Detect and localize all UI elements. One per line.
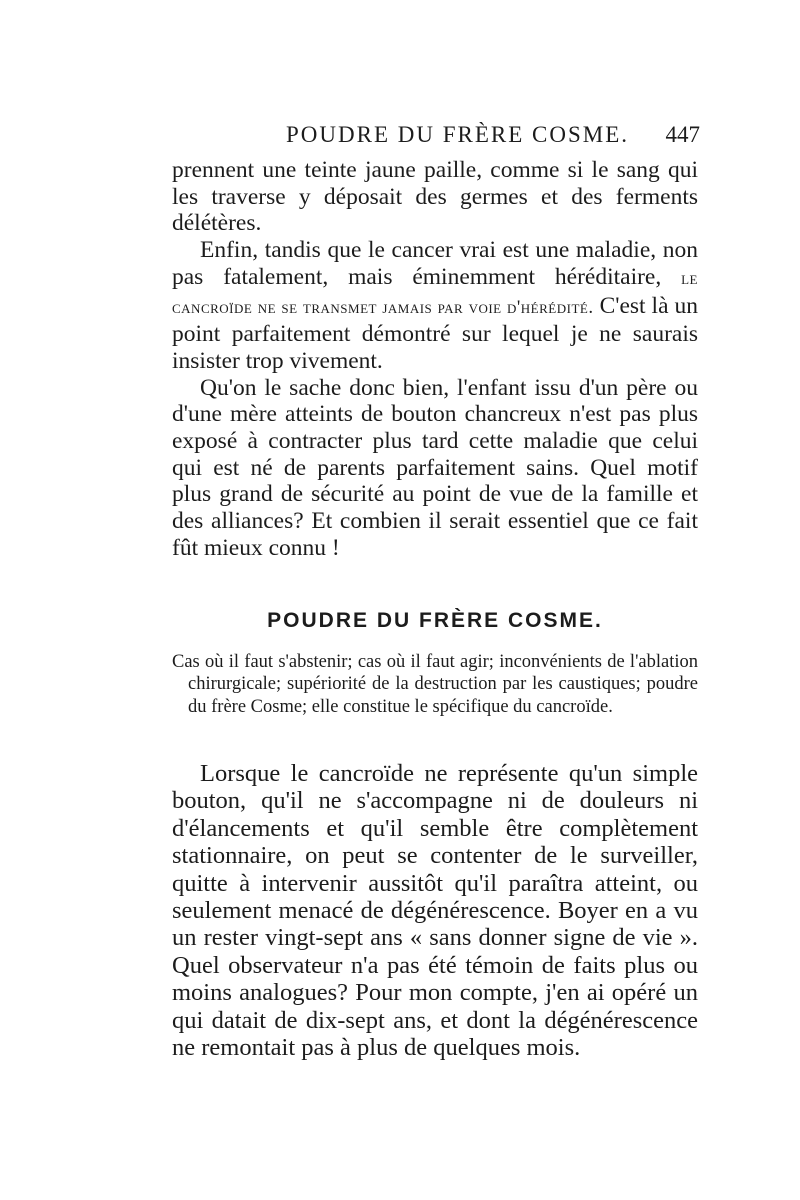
paragraph-family: Qu'on le sache donc bien, l'enfant issu d'un père ou d'une mère atteints de bouton chancreux n'est pas plus exposé à contracter plus tard cette maladie que celui qui est né de parents parfaitement sains. Quel motif plus grand de sécurité au point de vue de la famille et des alliances? Et combien il serait essentiel que ce fait fût mieux connu ! <box>172 374 698 561</box>
paragraph-cancroide: Lorsque le cancroïde ne représente qu'un simple bouton, qu'il ne s'accompagne ni de douleurs ni d'élancements et qu'il semble être complètement stationnaire, on peut se contenter de le surveiller, quitte à intervenir aussitôt qu'il paraîtra atteint, ou seulement menacé de dégénérescence. Boyer en a vu un rester vingt-sept ans « sans donner signe de vie ». Quel observateur n'a pas été témoin de faits plus ou moins analogues? Pour mon compte, j'en ai opéré un qui datait de dix-sept ans, et dont la dégénérescence ne remontait pas à plus de quelques mois. <box>172 760 698 1062</box>
running-head <box>170 118 700 150</box>
section-summary-text: Cas où il faut s'abstenir; cas où il faut agir; inconvénients de l'ablation chirurgicale; supériorité de la destruction par les caustiques; poudre du frère Cosme; elle constitue le spécifique du cancroïde. <box>172 652 698 717</box>
body-text <box>172 157 698 562</box>
paragraph-continuation: prennent une teinte jaune paille, comme si le sang qui les traverse y déposait des germes et des ferments délétères. <box>172 157 698 237</box>
paragraph-heredity-end: C'est là un point parfaitement démontré sur lequel je ne saurais insister trop vivement. <box>172 292 698 374</box>
paragraph-heredity-start: Enfin, tandis que le cancer vrai est une maladie, non pas fatalement, mais éminemment héréditaire, <box>172 237 698 290</box>
paragraph-heredity <box>172 237 698 375</box>
section-heading: POUDRE DU FRÈRE COSME. <box>267 609 603 632</box>
paragraph-heredity-emphasis: le cancroïde ne se transmet jamais par voie d'hérédité. <box>172 267 698 318</box>
section-body <box>172 760 698 1061</box>
page-number: 447 <box>665 122 700 147</box>
section-summary <box>172 651 698 718</box>
running-head-title: POUDRE DU FRÈRE COSME. <box>286 122 630 147</box>
